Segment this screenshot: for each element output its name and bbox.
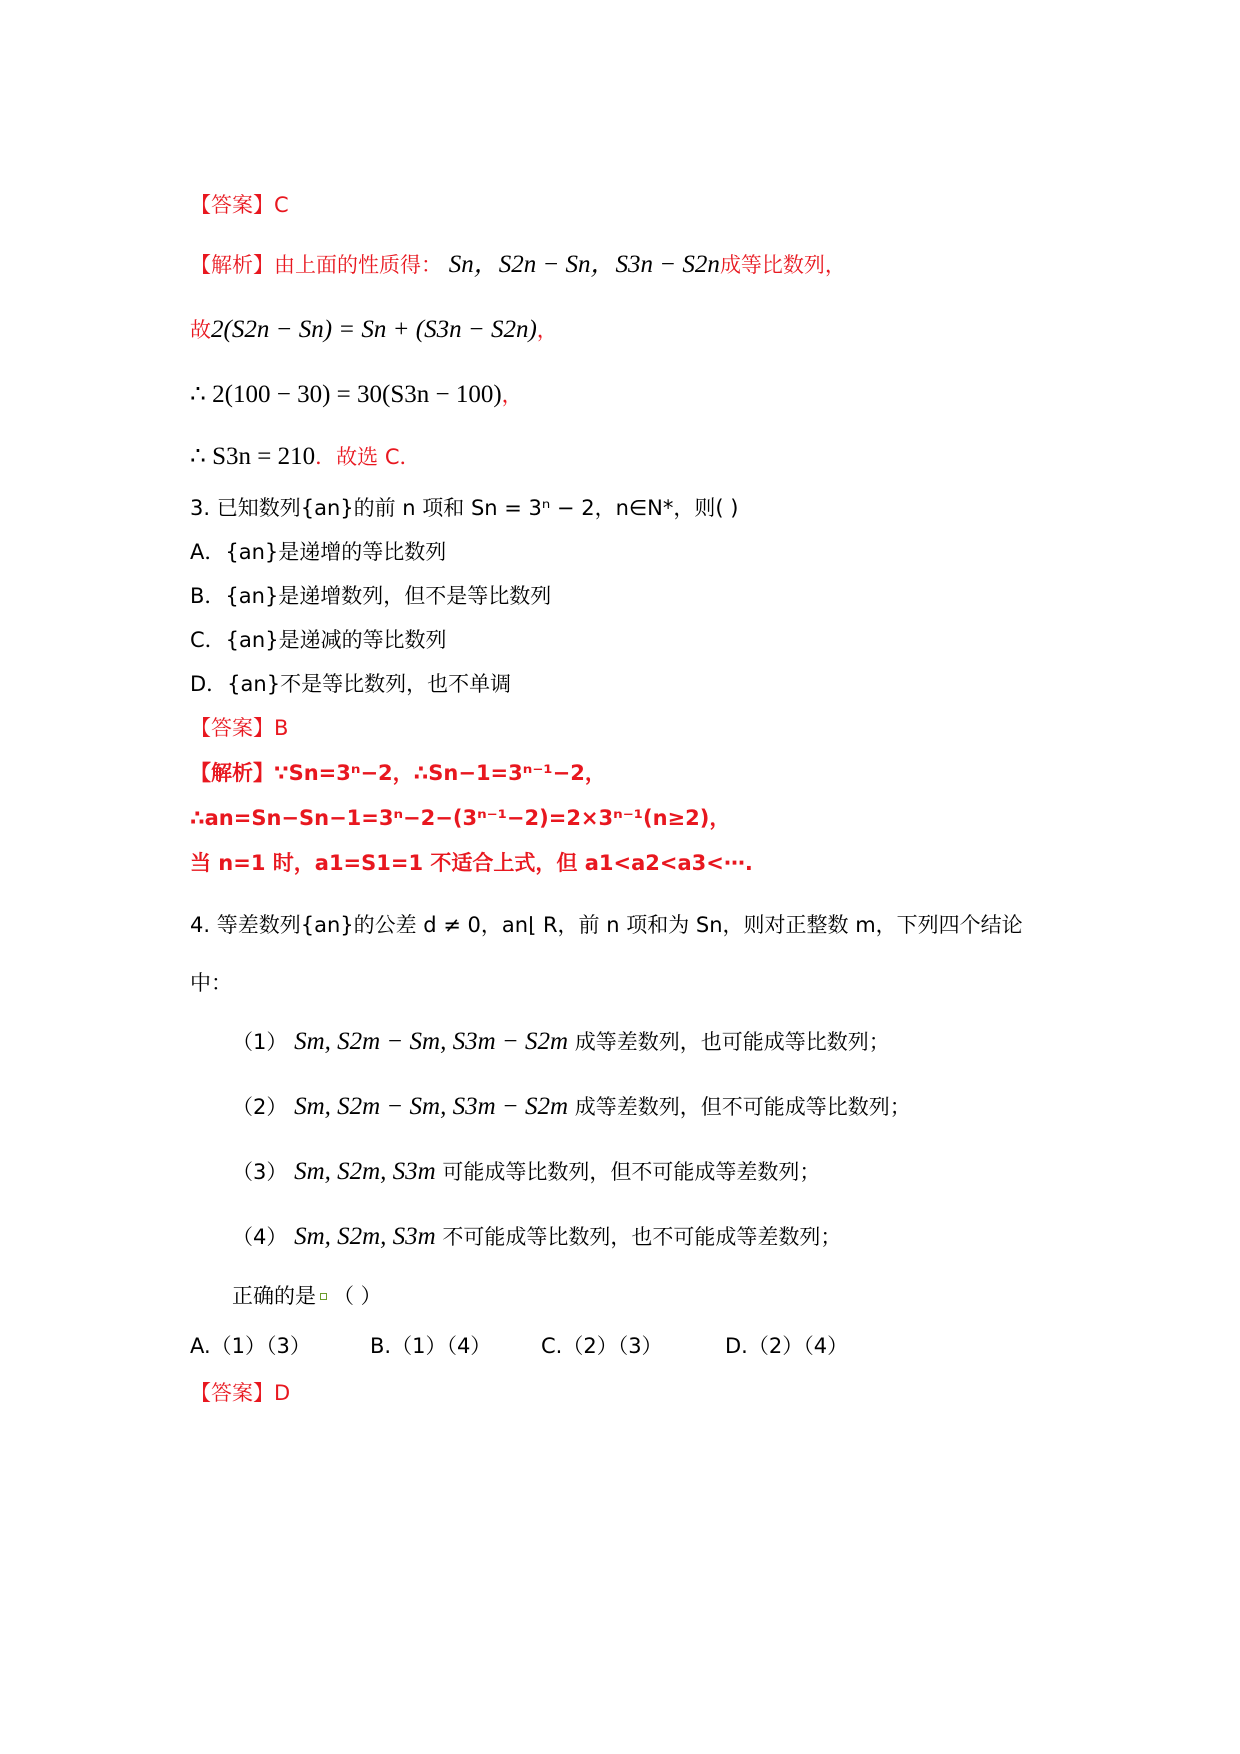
- question-3-option-a: A．{an}是递增的等比数列: [190, 540, 447, 564]
- question-3-option-d: D．{an}不是等比数列，也不单调: [190, 672, 512, 696]
- question-4-answer: 【答案】D: [190, 1381, 291, 1405]
- question-4-ask: 正确的是 （ ）: [232, 1284, 382, 1308]
- equation-line-1: 故2(S2n − Sn) = Sn + (S3n − S2n)，: [190, 316, 558, 343]
- question-4-claim-4: （4） Sm, S2m, S3m 不可能成等比数列，也不可能成等差数列；: [232, 1223, 842, 1250]
- answer-value-1: C: [274, 193, 289, 217]
- small-square-icon: [320, 1293, 327, 1300]
- question-4-option-b: B.（1）（4）: [370, 1334, 492, 1358]
- analysis-expression: Sn，S2n − Sn，S3n − S2n: [448, 251, 720, 278]
- question-3-analysis-3: 当 n=1 时，a1=S1=1 不适合上式，但 a1<a2<a3<⋯.: [190, 851, 753, 875]
- question-4-stem-2: 中：: [190, 971, 232, 995]
- question-3-answer: 【答案】B: [190, 716, 289, 740]
- equation-line-2: ∴ 2(100 − 30) = 30(S3n − 100)，: [190, 381, 523, 408]
- question-4-option-d: D.（2）（4）: [725, 1334, 849, 1358]
- question-3-analysis-2: ∴an=Sn−Sn−1=3ⁿ−2−(3ⁿ⁻¹−2)=2×3ⁿ⁻¹(n≥2)，: [190, 806, 731, 830]
- answer-line-1: 【答案】C: [190, 193, 289, 217]
- question-4-option-c: C.（2）（3）: [541, 1334, 663, 1358]
- question-3-option-b: B．{an}是递增数列，但不是等比数列: [190, 584, 552, 608]
- question-4-claim-2: （2） Sm, S2m − Sm, S3m − S2m 成等差数列，但不可能成等比数列；: [232, 1093, 911, 1120]
- question-4-claim-1: （1） Sm, S2m − Sm, S3m − S2m 成等差数列，也可能成等比数列；: [232, 1028, 890, 1055]
- equation-line-3: ∴ S3n = 210．故选 C．: [190, 443, 421, 470]
- question-3-analysis-1: 【解析】∵Sn=3ⁿ−2，∴Sn−1=3ⁿ⁻¹−2，: [190, 761, 606, 785]
- question-3-stem: 3. 已知数列{an}的前 n 项和 Sn = 3ⁿ − 2，n∈N*，则( ): [190, 496, 739, 520]
- question-4-stem-1: 4. 等差数列{an}的公差 d ≠ 0，an⌊ R，前 n 项和为 Sn，则对正整数 m，下列四个结论: [190, 913, 1023, 937]
- question-3-option-c: C．{an}是递减的等比数列: [190, 628, 447, 652]
- analysis-line-1: 【解析】由上面的性质得： Sn，S2n − Sn，S3n − S2n成等比数列，: [190, 251, 846, 278]
- question-4-claim-3: （3） Sm, S2m, S3m 可能成等比数列，但不可能成等差数列；: [232, 1158, 821, 1185]
- question-4-option-a: A.（1）（3）: [190, 1334, 311, 1358]
